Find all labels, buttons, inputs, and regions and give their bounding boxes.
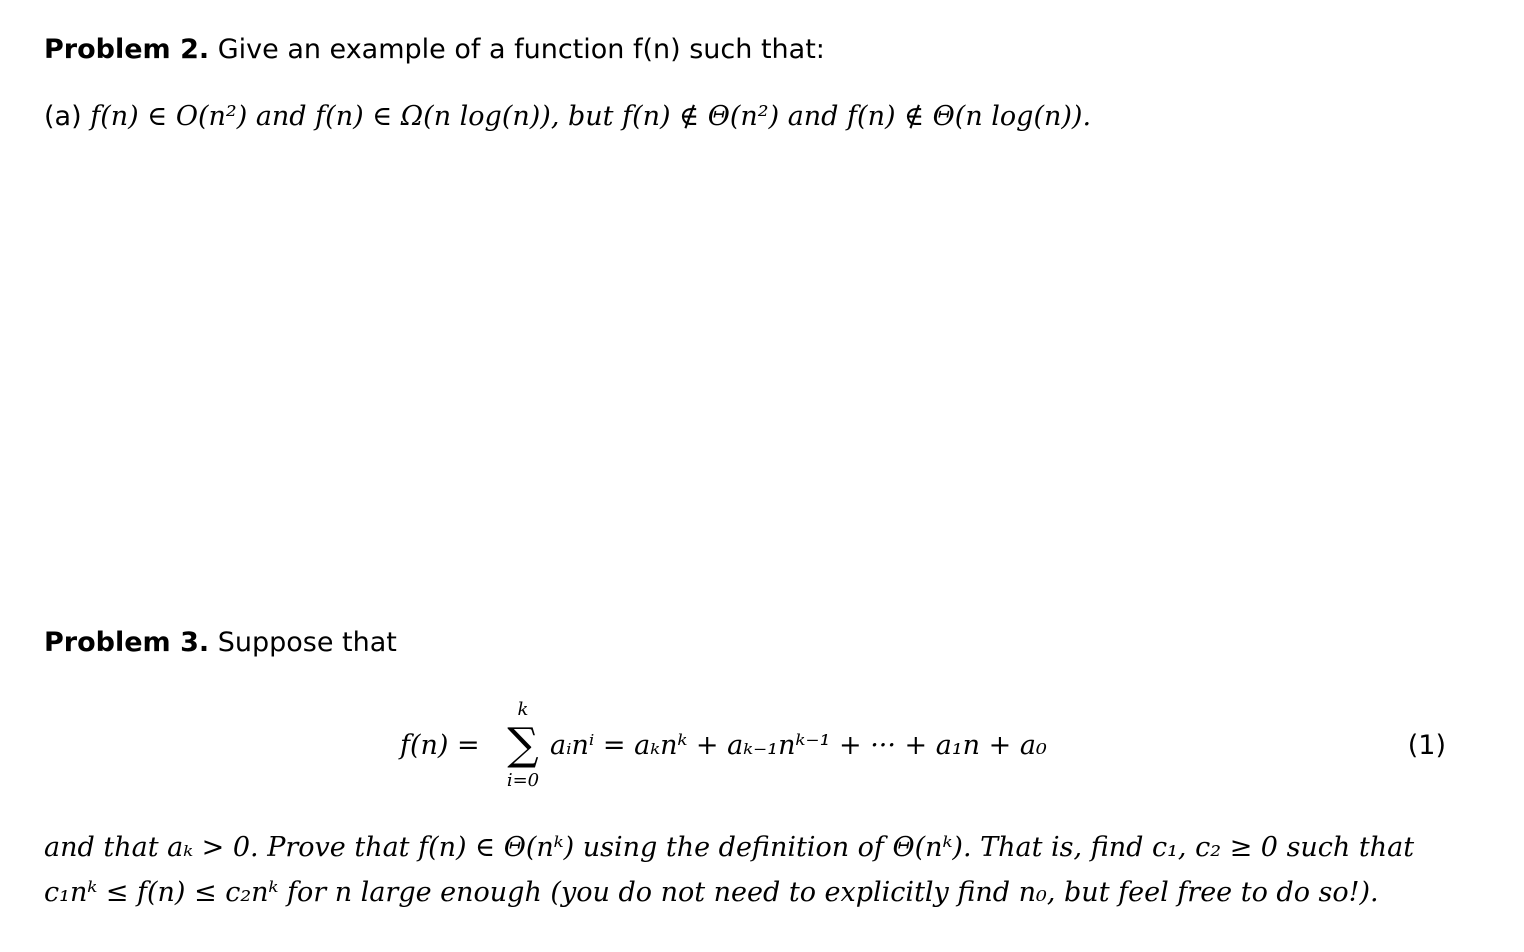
equation-lhs: f(n) = [400,730,480,761]
problem-3-body-line-1 [44,832,1448,863]
summation-lower-limit: i=0 [506,770,540,791]
part-a-label: (a) [44,101,82,132]
problem-3-body-line-2 [44,877,1379,908]
summation-symbol: ∑ [507,719,539,770]
equation-rhs: aᵢnⁱ = aₖnᵏ + aₖ₋₁nᵏ⁻¹ + ··· + a₁n + a₀ [550,730,1047,761]
summation-upper-limit: k [517,699,529,720]
problem-2-heading: Problem 2. [44,34,210,65]
summation-operator [496,700,550,792]
problem-2-part-a [44,101,1091,132]
part-a-text: f(n) ∈ O(n²) and f(n) ∈ Ω(n log(n)), but f(n) ∉ Θ(n²) and f(n) ∉ Θ(n log(n)). [90,101,1092,132]
problem-3-intro: Suppose that [217,627,397,658]
equation-1 [400,700,1460,800]
problem-3-body-text-1: and that aₖ > 0. Prove that f(n) ∈ Θ(nᵏ) using the definition of Θ(nᵏ). That is, find c₁, c₂ ≥ 0 such that [44,832,1415,863]
problem-2-intro: Give an example of a function f(n) such that: [217,34,825,65]
problem-3-statement [44,627,397,658]
equation-number: (1) [1407,730,1446,761]
problem-3-body-text-2: c₁nᵏ ≤ f(n) ≤ c₂nᵏ for n large enough (you do not need to explicitly find n₀, but feel free to do so!). [44,877,1379,908]
problem-2-statement [44,34,825,65]
problem-3-heading: Problem 3. [44,627,210,658]
